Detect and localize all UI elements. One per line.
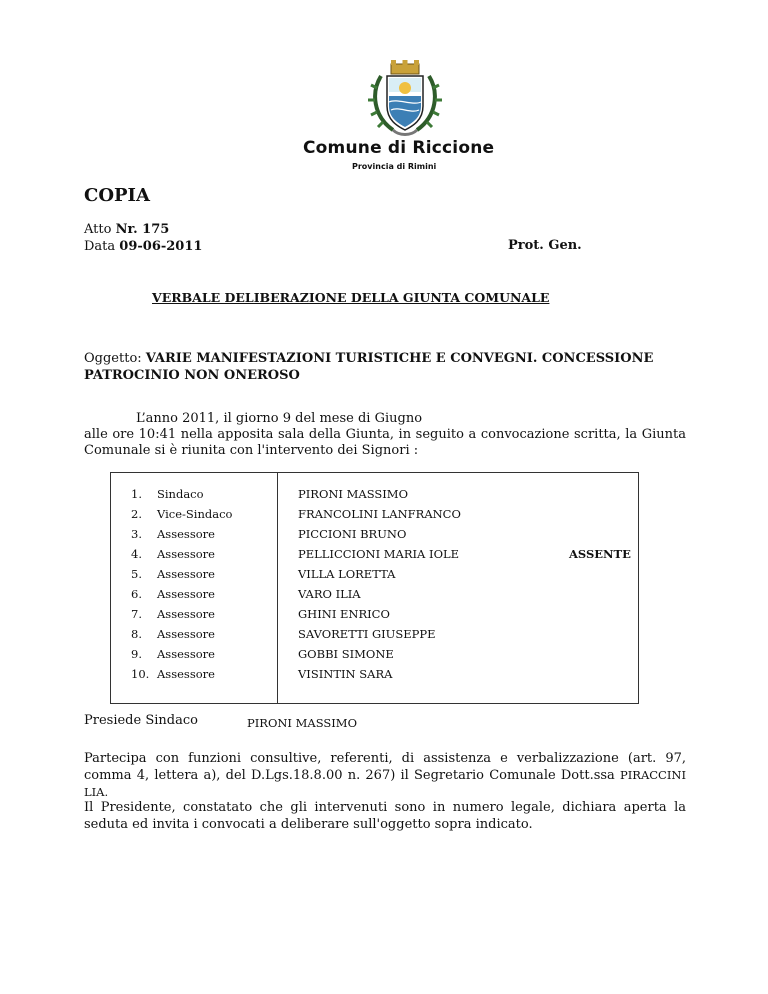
member-number: 4. bbox=[131, 547, 142, 561]
intro-paragraph bbox=[84, 411, 686, 459]
member-number: 8. bbox=[131, 627, 142, 641]
atto-date-label: Data bbox=[84, 239, 120, 254]
member-name: FRANCOLINI LANFRANCO bbox=[298, 507, 461, 521]
table-row bbox=[111, 647, 638, 667]
member-name: GOBBI SIMONE bbox=[298, 647, 394, 661]
member-role: Assessore bbox=[157, 547, 215, 561]
member-role: Assessore bbox=[157, 607, 215, 621]
table-row bbox=[111, 507, 638, 527]
intro-rest: alle ore 10:41 nella apposita sala della Giunta, in seguito a convocazione scritta, la Giunta Comunale si è riunita con l'intervento dei Signori : bbox=[84, 427, 686, 458]
members-table bbox=[110, 472, 639, 704]
member-name: VARO ILIA bbox=[298, 587, 361, 601]
atto-date-value: 09-06-2011 bbox=[119, 239, 203, 254]
member-number: 5. bbox=[131, 567, 142, 581]
table-row bbox=[111, 587, 638, 607]
partecipa-text: Partecipa con funzioni consultive, referenti, di assistenza e verbalizzazione (art. 97, comma 4, lettera a), del D.Lgs.18.8.00 n. 267) il Segretario Comunale Dott.ssa bbox=[84, 751, 686, 783]
table-row bbox=[111, 627, 638, 647]
member-number: 2. bbox=[131, 507, 142, 521]
member-name: PICCIONI BRUNO bbox=[298, 527, 407, 541]
table-row bbox=[111, 527, 638, 547]
member-name: GHINI ENRICO bbox=[298, 607, 390, 621]
oggetto-text: VARIE MANIFESTAZIONI TURISTICHE E CONVEGNI. CONCESSIONE PATROCINIO NON ONEROSO bbox=[84, 351, 654, 383]
member-number: 3. bbox=[131, 527, 142, 541]
intro-line1: L’anno 2011, il giorno 9 del mese di Giugno bbox=[136, 411, 423, 426]
member-role: Vice-Sindaco bbox=[157, 507, 233, 521]
crest-logo bbox=[367, 58, 443, 140]
table-row bbox=[111, 547, 638, 567]
atto-number-value: Nr. 175 bbox=[115, 222, 170, 237]
member-role: Assessore bbox=[157, 667, 215, 681]
member-name: VILLA LORETTA bbox=[298, 567, 396, 581]
table-row bbox=[111, 667, 638, 687]
oggetto-label: Oggetto: bbox=[84, 351, 146, 366]
segretario-name: PIRACCINI LIA. bbox=[84, 768, 686, 799]
member-name: PELLICCIONI MARIA IOLE bbox=[298, 547, 460, 561]
copia-heading: COPIA bbox=[84, 185, 150, 206]
table-row bbox=[111, 607, 638, 627]
member-role: Assessore bbox=[157, 647, 215, 661]
member-role: Assessore bbox=[157, 527, 215, 541]
atto-number bbox=[84, 221, 202, 238]
atto-info bbox=[84, 221, 202, 255]
presiede-name: PIRONI MASSIMO bbox=[247, 716, 358, 730]
member-number: 6. bbox=[131, 587, 142, 601]
partecipa-paragraph bbox=[84, 750, 686, 801]
prot-gen: Prot. Gen. bbox=[508, 238, 582, 253]
member-number: 9. bbox=[131, 647, 142, 661]
presidente-paragraph: Il Presidente, constatato che gli intervenuti sono in numero legale, dichiara aperta la seduta ed invita i convocati a deliberare sull'oggetto sopra indicato. bbox=[84, 800, 686, 832]
member-status: ASSENTE bbox=[569, 547, 631, 561]
table-row bbox=[111, 487, 638, 507]
atto-date bbox=[84, 238, 202, 255]
oggetto bbox=[84, 350, 684, 384]
atto-number-label: Atto bbox=[84, 222, 116, 237]
member-role: Assessore bbox=[157, 567, 215, 581]
member-role: Assessore bbox=[157, 627, 215, 641]
member-number: 1. bbox=[131, 487, 142, 501]
member-name: VISINTIN SARA bbox=[298, 667, 393, 681]
member-name: PIRONI MASSIMO bbox=[298, 487, 409, 501]
verbale-title: VERBALE DELIBERAZIONE DELLA GIUNTA COMUNALE bbox=[152, 290, 550, 305]
comune-name: Comune di Riccione bbox=[303, 138, 495, 158]
member-number: 10. bbox=[131, 667, 150, 681]
member-number: 7. bbox=[131, 607, 142, 621]
member-role: Sindaco bbox=[157, 487, 204, 501]
member-role: Assessore bbox=[157, 587, 215, 601]
member-name: SAVORETTI GIUSEPPE bbox=[298, 627, 436, 641]
provincia-name: Provincia di Rimini bbox=[352, 162, 437, 171]
table-row bbox=[111, 567, 638, 587]
presiede-label: Presiede Sindaco bbox=[84, 713, 198, 728]
